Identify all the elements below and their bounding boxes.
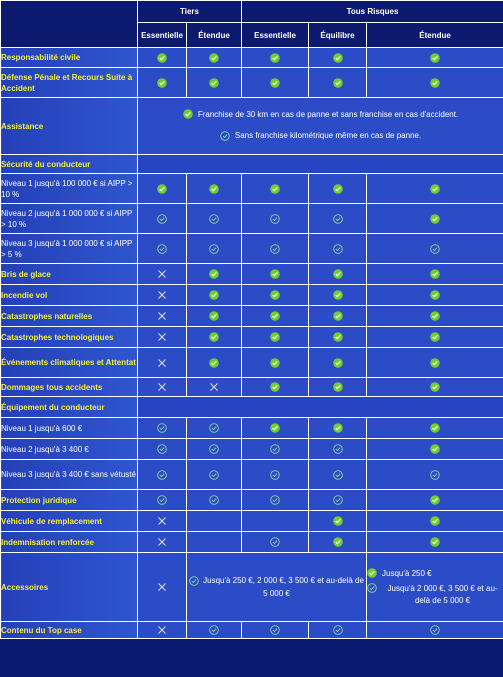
- check-outline-icon: [333, 470, 343, 480]
- check-filled-icon: [430, 358, 440, 368]
- coverage-cell: [138, 460, 187, 490]
- coverage-cell: [187, 174, 242, 204]
- check-outline-icon: [270, 625, 280, 635]
- coverage-cell: [367, 285, 503, 306]
- header-blank: [1, 1, 138, 48]
- accessoires-mid: [187, 553, 367, 622]
- coverage-cell: [242, 532, 309, 553]
- check-filled-icon: [270, 311, 280, 321]
- check-outline-icon: [367, 583, 377, 593]
- coverage-cell: [187, 490, 242, 511]
- coverage-cell: [187, 327, 242, 348]
- accessoires-line-text: Jusqu'à 250 €: [382, 568, 432, 578]
- check-filled-icon: [430, 214, 440, 224]
- table-row: [1, 511, 503, 532]
- coverage-cell: [309, 174, 367, 204]
- section-row: [1, 155, 503, 174]
- check-outline-icon: [333, 244, 343, 254]
- cross-icon: [157, 516, 167, 526]
- check-outline-icon: [157, 244, 167, 254]
- coverage-cell: [309, 378, 367, 397]
- check-outline-icon: [157, 470, 167, 480]
- coverage-cell: [187, 48, 242, 68]
- coverage-cell: [242, 48, 309, 68]
- header-group-tous-risques: Tous Risques: [242, 1, 503, 23]
- table-row: [1, 490, 503, 511]
- check-filled-icon: [157, 78, 167, 88]
- coverage-cell: [187, 418, 242, 439]
- coverage-cell: [138, 68, 187, 98]
- note-text: Sans franchise kilométrique même en cas de panne.: [234, 131, 422, 140]
- header-group-tiers: Tiers: [138, 1, 242, 23]
- table-row: [1, 532, 503, 553]
- coverage-cell: [242, 174, 309, 204]
- coverage-cell: [367, 418, 503, 439]
- accessoires-line: [367, 583, 503, 607]
- check-filled-icon: [333, 332, 343, 342]
- coverage-cell: [138, 348, 187, 378]
- coverage-cell: [242, 511, 309, 532]
- check-filled-icon: [333, 311, 343, 321]
- table-row: [1, 378, 503, 397]
- check-filled-icon: [333, 358, 343, 368]
- row-label: Dommages tous accidents: [1, 378, 138, 397]
- check-outline-icon: [220, 131, 230, 141]
- row-label: Contenu du Top case: [1, 622, 138, 639]
- check-outline-icon: [333, 444, 343, 454]
- check-filled-icon: [270, 184, 280, 194]
- coverage-cell: [242, 68, 309, 98]
- coverage-cell: [138, 306, 187, 327]
- row-label: Niveau 1 jusqu'à 100 000 € si AIPP > 10 %: [1, 174, 138, 204]
- check-filled-icon: [333, 269, 343, 279]
- check-outline-icon: [430, 470, 440, 480]
- check-filled-icon: [270, 269, 280, 279]
- check-filled-icon: [430, 537, 440, 547]
- row-label: Indemnisation renforcée: [1, 532, 138, 553]
- coverage-cell: [242, 439, 309, 460]
- assistance-notes: [138, 98, 503, 155]
- coverage-cell: [367, 439, 503, 460]
- header-col-4: Équilibre: [309, 23, 367, 48]
- check-filled-icon: [333, 290, 343, 300]
- check-filled-icon: [430, 53, 440, 63]
- check-outline-icon: [157, 495, 167, 505]
- table-row: [1, 48, 503, 68]
- row-label: Catastrophes technologiques: [1, 327, 138, 348]
- cross-icon: [157, 332, 167, 342]
- coverage-cell: [242, 327, 309, 348]
- header-col-1: Essentielle: [138, 23, 187, 48]
- cross-icon: [157, 358, 167, 368]
- section-fill: [138, 397, 503, 418]
- check-filled-icon: [157, 184, 167, 194]
- coverage-cell: [187, 68, 242, 98]
- check-filled-icon: [430, 269, 440, 279]
- coverage-cell: [309, 234, 367, 264]
- assistance-note: [138, 108, 503, 124]
- table-row: [1, 174, 503, 204]
- check-filled-icon: [209, 290, 219, 300]
- header-col-2: Étendue: [187, 23, 242, 48]
- coverage-cell: [367, 306, 503, 327]
- coverage-cell: [138, 204, 187, 234]
- check-filled-icon: [270, 53, 280, 63]
- check-outline-icon: [270, 244, 280, 254]
- check-filled-icon: [209, 184, 219, 194]
- coverage-cell: [367, 532, 503, 553]
- coverage-cell: [367, 204, 503, 234]
- coverage-cell: [138, 511, 187, 532]
- check-outline-icon: [209, 495, 219, 505]
- check-filled-icon: [333, 516, 343, 526]
- row-label: Niveau 2 jusqu'à 3 400 €: [1, 439, 138, 460]
- section-fill: [138, 155, 503, 174]
- row-label: Véhicule de remplacement: [1, 511, 138, 532]
- coverage-cell: [309, 68, 367, 98]
- coverage-cell: [242, 460, 309, 490]
- check-outline-icon: [209, 444, 219, 454]
- check-outline-icon: [209, 244, 219, 254]
- row-label: Incendie vol: [1, 285, 138, 306]
- table-row: [1, 418, 503, 439]
- coverage-cell: [242, 348, 309, 378]
- check-outline-icon: [209, 470, 219, 480]
- cross-icon: [157, 269, 167, 279]
- check-filled-icon: [270, 290, 280, 300]
- coverage-cell: [138, 553, 187, 622]
- coverage-cell: [242, 285, 309, 306]
- coverage-cell: [309, 460, 367, 490]
- coverage-cell: [187, 234, 242, 264]
- table-body: [1, 48, 503, 639]
- row-label: Niveau 3 jusqu'à 3 400 € sans vétusté: [1, 460, 138, 490]
- coverage-cell: [138, 48, 187, 68]
- check-outline-icon: [157, 214, 167, 224]
- coverage-cell: [242, 264, 309, 285]
- check-filled-icon: [430, 444, 440, 454]
- coverage-cell: [309, 327, 367, 348]
- coverage-cell: [309, 490, 367, 511]
- check-filled-icon: [157, 53, 167, 63]
- coverage-cell: [367, 174, 503, 204]
- check-filled-icon: [333, 382, 343, 392]
- coverage-cell: [309, 285, 367, 306]
- check-outline-icon: [189, 576, 199, 586]
- check-outline-icon: [157, 444, 167, 454]
- note-text: Franchise de 30 km en cas de panne et sans franchise en cas d'accident.: [197, 109, 459, 119]
- row-label: Assistance: [1, 98, 138, 155]
- table-row: [1, 68, 503, 98]
- table-row: [1, 98, 503, 155]
- check-filled-icon: [209, 269, 219, 279]
- check-filled-icon: [183, 109, 193, 119]
- coverage-cell: [309, 439, 367, 460]
- check-outline-icon: [430, 625, 440, 635]
- coverage-cell: [242, 418, 309, 439]
- section-row: [1, 397, 503, 418]
- coverage-cell: [367, 68, 503, 98]
- check-filled-icon: [270, 78, 280, 88]
- check-outline-icon: [270, 214, 280, 224]
- coverage-cell: [138, 532, 187, 553]
- table-row: [1, 204, 503, 234]
- check-filled-icon: [209, 311, 219, 321]
- coverage-cell: [187, 532, 242, 553]
- coverage-cell: [187, 511, 242, 532]
- check-outline-icon: [209, 625, 219, 635]
- table-row: [1, 264, 503, 285]
- coverage-cell: [187, 378, 242, 397]
- table-row: [1, 622, 503, 639]
- coverage-cell: [138, 418, 187, 439]
- check-filled-icon: [270, 332, 280, 342]
- check-filled-icon: [270, 423, 280, 433]
- accessoires-right: [367, 553, 503, 622]
- coverage-cell: [138, 174, 187, 204]
- row-label: Bris de glace: [1, 264, 138, 285]
- coverage-cell: [309, 306, 367, 327]
- coverage-cell: [367, 348, 503, 378]
- row-label: Accessoires: [1, 553, 138, 622]
- coverage-cell: [242, 378, 309, 397]
- check-filled-icon: [430, 495, 440, 505]
- coverage-cell: [242, 306, 309, 327]
- coverage-cell: [138, 285, 187, 306]
- header-col-5: Étendue: [367, 23, 503, 48]
- coverage-cell: [367, 378, 503, 397]
- check-filled-icon: [333, 53, 343, 63]
- cross-icon: [209, 382, 219, 392]
- check-outline-icon: [270, 537, 280, 547]
- coverage-cell: [309, 204, 367, 234]
- check-filled-icon: [430, 184, 440, 194]
- check-filled-icon: [430, 423, 440, 433]
- check-filled-icon: [333, 537, 343, 547]
- coverage-cell: [187, 460, 242, 490]
- check-filled-icon: [430, 382, 440, 392]
- row-label: Responsabilité civile: [1, 48, 138, 68]
- coverage-cell: [367, 48, 503, 68]
- coverage-cell: [367, 490, 503, 511]
- table-row: [1, 327, 503, 348]
- check-outline-icon: [270, 444, 280, 454]
- row-label: Sécurité du conducteur: [1, 155, 138, 174]
- check-filled-icon: [209, 332, 219, 342]
- coverage-cell: [242, 622, 309, 639]
- row-label: Défense Pénale et Recours Suite à Accident: [1, 68, 138, 98]
- table-row: [1, 348, 503, 378]
- table-row: [1, 234, 503, 264]
- coverage-cell: [367, 264, 503, 285]
- check-outline-icon: [333, 495, 343, 505]
- check-outline-icon: [209, 423, 219, 433]
- check-filled-icon: [270, 382, 280, 392]
- cross-icon: [157, 537, 167, 547]
- table-row: [1, 553, 503, 622]
- coverage-cell: [309, 264, 367, 285]
- accessoires-line: [367, 568, 503, 580]
- row-label: Équipement du conducteur: [1, 397, 138, 418]
- coverage-cell: [187, 348, 242, 378]
- coverage-cell: [242, 234, 309, 264]
- coverage-cell: [309, 511, 367, 532]
- check-outline-icon: [270, 470, 280, 480]
- check-filled-icon: [209, 78, 219, 88]
- row-label: Niveau 2 jusqu'à 1 000 000 € si AIPP > 10 %: [1, 204, 138, 234]
- check-filled-icon: [333, 423, 343, 433]
- coverage-cell: [367, 622, 503, 639]
- check-filled-icon: [209, 53, 219, 63]
- coverage-cell: [138, 234, 187, 264]
- row-label: Niveau 3 jusqu'à 1 000 000 € si AIPP > 5 %: [1, 234, 138, 264]
- coverage-cell: [187, 306, 242, 327]
- coverage-cell: [138, 378, 187, 397]
- coverage-cell: [187, 264, 242, 285]
- coverage-cell: [309, 348, 367, 378]
- check-filled-icon: [430, 78, 440, 88]
- check-filled-icon: [367, 568, 377, 578]
- row-label: Protection juridique: [1, 490, 138, 511]
- check-outline-icon: [333, 625, 343, 635]
- assistance-note: [138, 129, 503, 145]
- cross-icon: [157, 625, 167, 635]
- coverage-cell: [138, 439, 187, 460]
- check-outline-icon: [333, 214, 343, 224]
- coverage-cell: [242, 204, 309, 234]
- coverage-cell: [187, 439, 242, 460]
- coverage-cell: [187, 622, 242, 639]
- row-label: Niveau 1 jusqu'à 600 €: [1, 418, 138, 439]
- coverage-cell: [367, 511, 503, 532]
- coverage-cell: [138, 264, 187, 285]
- coverage-cell: [138, 490, 187, 511]
- table-row: [1, 306, 503, 327]
- coverage-cell: [309, 48, 367, 68]
- check-filled-icon: [430, 516, 440, 526]
- coverage-cell: [367, 234, 503, 264]
- accessoires-line-text: Jusqu'à 2 000 €, 3 500 € et au-delà de 5 000 €: [387, 583, 498, 605]
- cross-icon: [157, 382, 167, 392]
- check-filled-icon: [430, 311, 440, 321]
- check-outline-icon: [209, 214, 219, 224]
- table-row: [1, 285, 503, 306]
- check-filled-icon: [430, 290, 440, 300]
- coverage-cell: [367, 327, 503, 348]
- check-outline-icon: [270, 495, 280, 505]
- check-filled-icon: [270, 358, 280, 368]
- row-label: Catastrophes naturelles: [1, 306, 138, 327]
- coverage-cell: [187, 204, 242, 234]
- check-outline-icon: [430, 244, 440, 254]
- cross-icon: [157, 582, 167, 592]
- coverage-cell: [309, 532, 367, 553]
- coverage-cell: [309, 418, 367, 439]
- check-filled-icon: [209, 358, 219, 368]
- table-row: [1, 439, 503, 460]
- coverage-cell: [367, 460, 503, 490]
- check-filled-icon: [333, 184, 343, 194]
- coverage-cell: [138, 327, 187, 348]
- coverage-cell: [138, 622, 187, 639]
- cross-icon: [157, 290, 167, 300]
- check-outline-icon: [157, 423, 167, 433]
- row-label: Événements climatiques et Attentat: [1, 348, 138, 378]
- header-col-3: Essentielle: [242, 23, 309, 48]
- cross-icon: [157, 311, 167, 321]
- accessoires-mid-text: Jusqu'à 250 €, 2 000 €, 3 500 € et au-delà de 5 000 €: [203, 576, 364, 598]
- check-filled-icon: [430, 332, 440, 342]
- check-filled-icon: [333, 78, 343, 88]
- table-row: [1, 460, 503, 490]
- coverage-cell: [242, 490, 309, 511]
- coverage-cell: [309, 622, 367, 639]
- coverage-cell: [187, 285, 242, 306]
